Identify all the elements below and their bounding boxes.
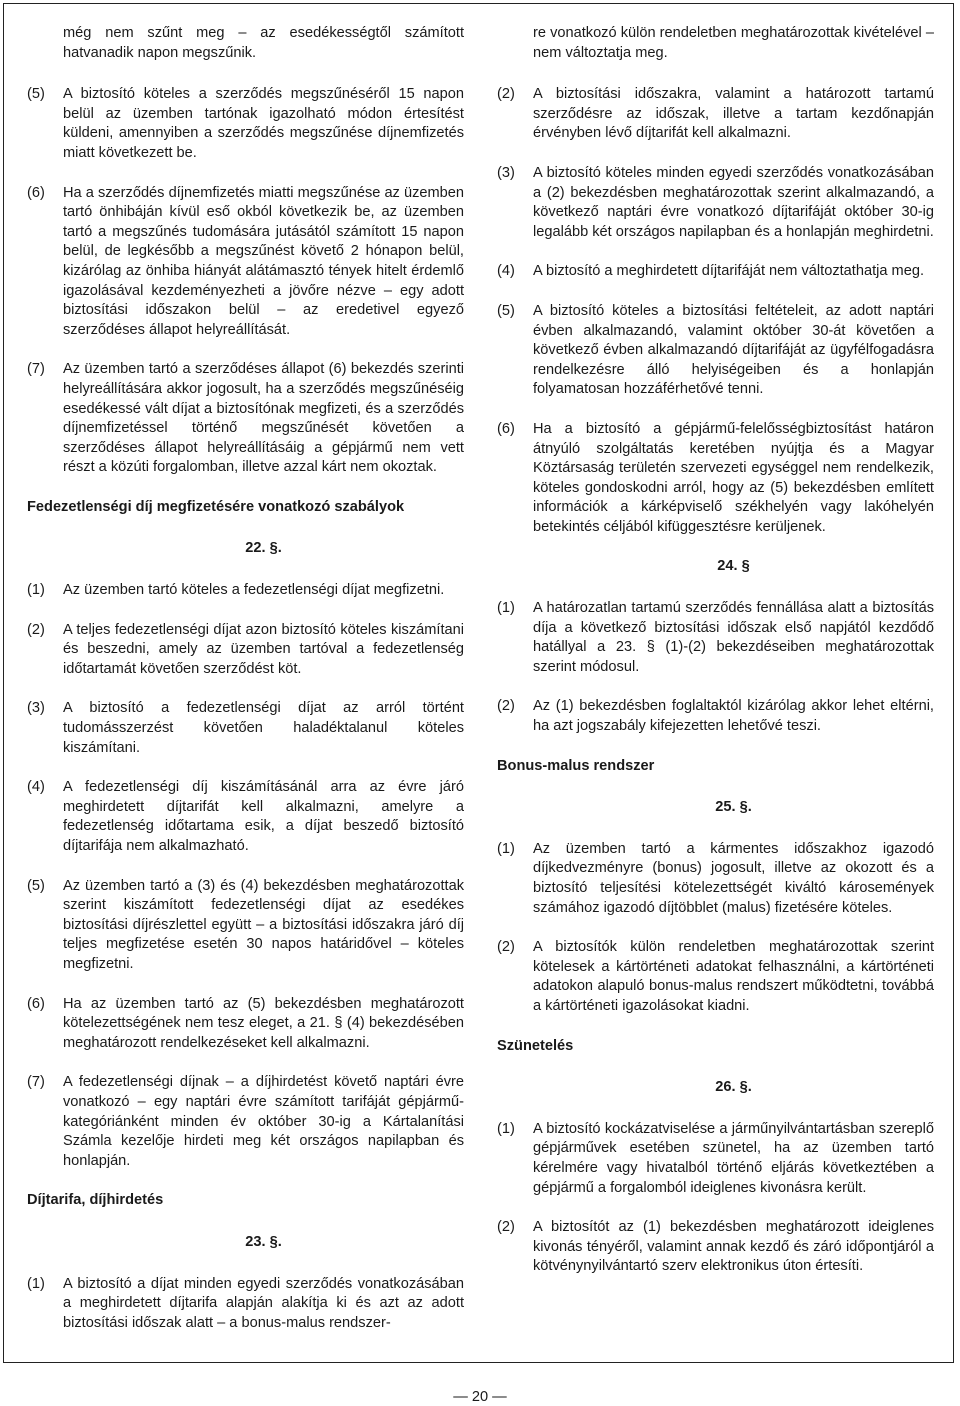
paragraph-text: Ha a biztosító a gépjármű-felelősségbiztosítást határon átnyúló szolgáltatás keretében nyújtja és a Magyar Köztársaság területén szervezeti egységgel nem rendelkezik, köteles gondoskodni arról, hogy az (5) bekezdésben említett információk a kárképviselő székhelyén vagy lakóhelyén betekintés céljából kifüggesztésre kerüljenek. [533, 420, 934, 535]
section-number: 26. §. [715, 1079, 752, 1096]
section-heading: Szünetelés [497, 1037, 574, 1054]
paragraph [497, 164, 934, 242]
paragraph-number: (5) [27, 86, 45, 103]
paragraph [27, 621, 464, 680]
paragraph-number: (7) [27, 1074, 45, 1091]
paragraph [27, 778, 464, 856]
section-heading: Bonus-malus rendszer [497, 757, 655, 774]
paragraph [27, 360, 464, 478]
paragraph-number: (2) [497, 939, 515, 956]
section-number: 23. §. [245, 1233, 282, 1250]
paragraph-number: (3) [497, 164, 515, 181]
paragraph-number: (1) [497, 840, 515, 857]
left-column [27, 24, 464, 1353]
paragraph [27, 1275, 464, 1334]
right-column [497, 24, 934, 1297]
section-number: 25. §. [715, 799, 752, 816]
paragraph [497, 1120, 934, 1198]
paragraph-text: A biztosító köteles a szerződés megszűnéséről 15 napon belül az üzemben tartónak igazolható módon értesítést küldeni, amennyiben a szerződés megszűnése díjnemfizetés miatt következett be. [63, 86, 464, 161]
paragraph-text: A biztosító köteles minden egyedi szerződés vonatkozásában a (2) bekezdésben meghatározottak szerint alkalmazandó, a következő naptári évre vonatkozó díjtarifáját október 30-ig legalább két országos napilapban és a honlapján meghirdetni. [533, 164, 934, 240]
paragraph-text: A biztosítási időszakra, valamint a határozott tartamú szerződésre az időszak, illetve a tartam kezdőnapján érvényben lévő díjtarifát kell alkalmazni. [533, 86, 934, 142]
section-heading: Fedezetlenségi díj megfizetésére vonatkozó szabályok [27, 498, 405, 515]
paragraph-text: A biztosító a fedezetlenségi díjat az arról történt tudomásszerzést követően haladéktalanul köteles kiszámítani. [63, 700, 464, 756]
paragraph [497, 938, 934, 1016]
paragraph-number: (5) [497, 302, 515, 319]
paragraph-text: Az üzemben tartó a kármentes időszakhoz igazodó díjkedvezményre (bonus) jogosult, illetve az okozott és a biztosító teljesítési kötelezettségét kiváltó károsemények számához igazodó díjtöbblet (malus) fizetésére köteles. [533, 840, 934, 916]
paragraph-number: (2) [27, 621, 45, 638]
paragraph-number: (4) [497, 263, 515, 280]
paragraph-text: Ha az üzemben tartó az (5) bekezdésben meghatározott kötelezettségének nem tesz eleget, a 21. § (4) bekezdésében meghatározott rendelkezéseket kell alkalmazni. [63, 995, 464, 1051]
paragraph [27, 1073, 464, 1171]
paragraph [497, 697, 934, 736]
paragraph [497, 599, 934, 677]
paragraph-text: Ha a szerződés díjnemfizetés miatti megszűnése az üzemben tartó önhibáján kívül eső okból következik be, az üzemben tartó a megszűnés tudomására jutásától számított 15 napon belül, de legkésőbb a megszűnést követő 2 hónapon belül, kizárólag az önhiba hiányát alátámasztó tények hitelt érdemlő igazolásával kezdeményezheti a jövőre nézve – egy adott biztosítási időszakon belül – az eredetivel egyező szerződéses állapot helyreállítását. [63, 184, 464, 338]
paragraph-text: A teljes fedezetlenségi díjat azon biztosító köteles kiszámítani és beszedni, amely az üzemben tartóval a fedezetlenség időtartamát követően szerződést köt. [63, 621, 464, 677]
paragraph-number: (2) [497, 1219, 515, 1236]
paragraph [27, 184, 464, 341]
paragraph [497, 302, 934, 400]
paragraph-text: Az (1) bekezdésben foglaltaktól kizárólag akkor lehet eltérni, ha azt jogszabály kifejezetten lehetővé teszi. [533, 698, 934, 735]
paragraph-number: (6) [497, 420, 515, 437]
paragraph-number: (1) [27, 1275, 45, 1292]
paragraph-text: Az üzemben tartó köteles a fedezetlenségi díjat megfizetni. [63, 582, 445, 599]
paragraph-text: A határozatlan tartamú szerződés fennállása alatt a biztosítás díja a következő biztosítási időszak első napjától kezdődő hatállyal a 23. § (1)-(2) bekezdéseiben meghatározottak szerint módosul. [533, 600, 934, 675]
paragraph-number: (2) [497, 86, 515, 103]
paragraph-number: (2) [497, 698, 515, 715]
paragraph-number: (1) [497, 1120, 515, 1137]
paragraph [497, 85, 934, 144]
paragraph-text: A biztosító köteles a biztosítási feltételeit, az adott naptári évben alkalmazandó, valamint október 30-át követően a következő évben alkalmazandó díjtarifáját az ügyfélfogadásra rendelkezésre álló helyiségeiben és a honlapján folyamatosan hozzáférhetővé tenni. [533, 302, 934, 398]
paragraph-number: (7) [27, 361, 45, 378]
paragraph-text: A fedezetlenségi díj kiszámításánál arra az évre járó meghirdetett díjtarifát kell alkalmazni, amelyre a fedezetlenség időtartama esik, a díjat beszedő biztosító díjtarifája nem alkalmazható. [63, 779, 464, 854]
paragraph-text: Az üzemben tartó a (3) és (4) bekezdésben meghatározottak szerint kiszámított fedezetlenségi díjat az esedékes biztosítási díjrészlettel együtt – a biztosítási időszakra járó díj teljes megfizetése esetén 30 napos határidővel – köteles megfizetni. [63, 877, 464, 972]
paragraph-text: Az üzemben tartó a szerződéses állapot (6) bekezdés szerinti helyreállítására akkor jogosult, ha a szerződés megszűnéséig esedékessé vált díjat a biztosítónak megfizeti, és a szerződés díjnemfizetéssel történő megszűnését követően a szerződéses állapot helyreállításáig a gépjármű nem vett részt a közúti forgalomban, illetve azzal kárt nem okoztak. [63, 361, 464, 476]
paragraph-text: A biztosító a meghirdetett díjtarifáját nem változtathatja meg. [533, 263, 924, 280]
paragraph [27, 995, 464, 1054]
continuation-text: re vonatkozó külön rendeletben meghatározottak kivételével – nem változtatja meg. [533, 25, 934, 61]
paragraph-number: (1) [497, 600, 515, 617]
paragraph-number: (5) [27, 877, 45, 894]
paragraph [27, 581, 464, 601]
paragraph-number: (1) [27, 582, 45, 599]
paragraph-number: (6) [27, 995, 45, 1012]
paragraph [27, 699, 464, 758]
paragraph [497, 1218, 934, 1277]
paragraph-text: A biztosító kockázatviselése a járműnyilvántartásban szereplő gépjárművek esetében szünetel, ha az üzemben tartó kérelmére vagy hivatalból történő eljárás következtében a gépjármű a forgalomból ideiglenes kivonásra került. [533, 1120, 934, 1196]
continuation-text: még nem szűnt meg – az esedékességtől számított hatvanadik napon megszűnik. [63, 25, 464, 61]
paragraph-number: (4) [27, 779, 45, 796]
section-heading: Díjtarifa, díjhirdetés [27, 1192, 164, 1209]
paragraph-text: A biztosítót az (1) bekezdésben meghatározott ideiglenes kivonás tényéről, valamint annak kezdő és záró időpontjáról a kötvénynyilvántartó szerv elektronikus úton értesíti. [533, 1219, 934, 1275]
page-number: — 20 — [453, 1389, 507, 1405]
paragraph-number: (3) [27, 700, 45, 717]
paragraph-text: A fedezetlenségi díjnak – a díjhirdetést követő naptári évre vonatkozó – egy naptári évre számított tarifáját gépjármű-kategóriánként minden év október 30-ig a Kártalanítási Számla kezelője hirdeti meg két országos napilapban és honlapján. [63, 1074, 464, 1169]
paragraph-number: (6) [27, 184, 45, 201]
paragraph [497, 262, 934, 282]
paragraph-text: A biztosítók külön rendeletben meghatározottak szerint kötelesek a kártörténeti adatokat felhasználni, a kártörténeti adatokon alapuló bonus-malus rendszert működtetni, továbbá a kártörténeti igazolásokat kiadni. [533, 939, 934, 1014]
paragraph [497, 840, 934, 918]
paragraph-text: A biztosító a díjat minden egyedi szerződés vonatkozásában a meghirdetett díjtarifa alapján alakítja ki és azt az adott biztosítási időszak alatt – a bonus-malus rendszer- [63, 1275, 464, 1331]
paragraph [27, 85, 464, 163]
section-number: 22. §. [245, 540, 282, 557]
section-number: 24. § [717, 558, 750, 575]
paragraph [27, 877, 464, 975]
paragraph [497, 420, 934, 538]
